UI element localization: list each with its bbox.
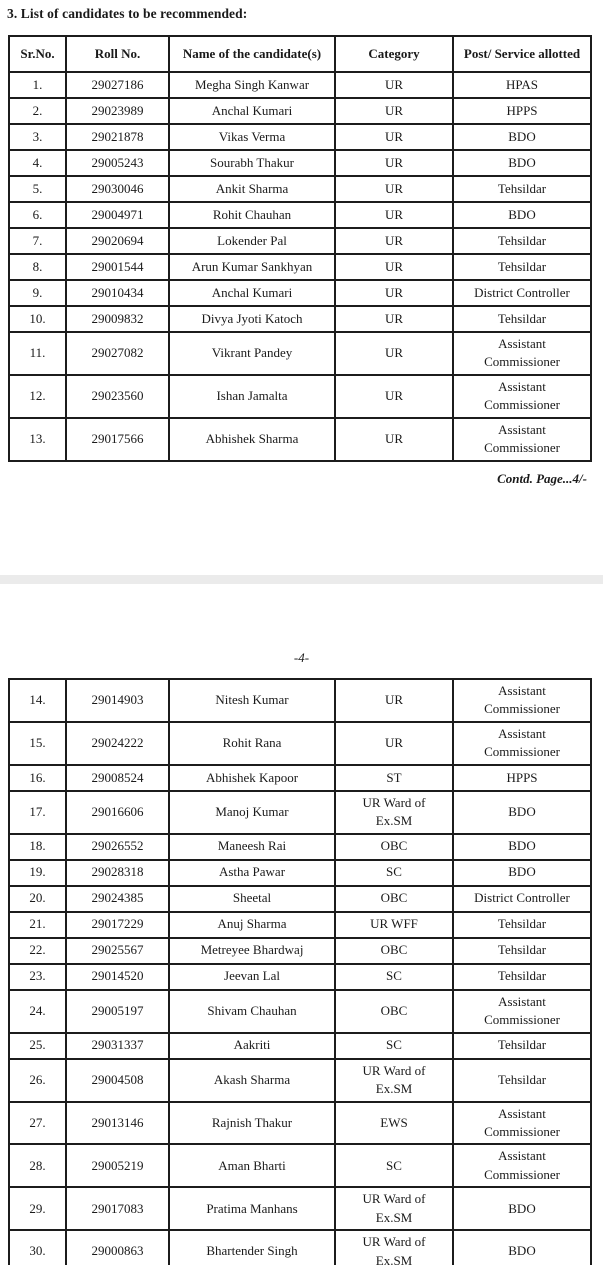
table-row [9,912,591,938]
cell-name: Rohit Rana [169,722,335,765]
cell-roll: 29027082 [66,332,169,375]
cell-post: BDO [453,1230,591,1265]
cell-roll: 29000863 [66,1230,169,1265]
cell-post: Assistant Commissioner [453,679,591,722]
cell-category: OBC [335,886,453,912]
cell-name: Metreyee Bhardwaj [169,938,335,964]
cell-category: UR Ward of Ex.SM [335,1059,453,1102]
cell-roll: 29004971 [66,202,169,228]
page-number: -4- [293,650,310,665]
table-row [9,1033,591,1059]
cell-post: District Controller [453,886,591,912]
table-row [9,1102,591,1145]
table-row [9,280,591,306]
table-body-page1 [9,72,591,461]
cell-sr: 4. [9,150,66,176]
cell-sr: 27. [9,1102,66,1145]
table-row [9,202,591,228]
cell-name: Aman Bharti [169,1144,335,1187]
table-row [9,254,591,280]
cell-sr: 12. [9,375,66,418]
table-row [9,124,591,150]
cell-name: Abhishek Kapoor [169,765,335,791]
cell-category: UR [335,228,453,254]
cell-post: Assistant Commissioner [453,722,591,765]
cell-roll: 29020694 [66,228,169,254]
candidates-table-page1 [8,35,592,462]
cell-sr: 19. [9,860,66,886]
cell-category: UR WFF [335,912,453,938]
cell-name: Jeevan Lal [169,964,335,990]
table-row [9,150,591,176]
cell-post: Tehsildar [453,254,591,280]
cell-sr: 18. [9,834,66,860]
table-row [9,791,591,834]
cell-category: UR [335,306,453,332]
cell-post: BDO [453,834,591,860]
cell-category: UR [335,202,453,228]
cell-sr: 23. [9,964,66,990]
cell-name: Aakriti [169,1033,335,1059]
table-row [9,990,591,1033]
cell-category: SC [335,964,453,990]
cell-category: OBC [335,990,453,1033]
cell-sr: 24. [9,990,66,1033]
cell-post: HPPS [453,765,591,791]
cell-roll: 29023560 [66,375,169,418]
cell-roll: 29024385 [66,886,169,912]
cell-name: Rohit Chauhan [169,202,335,228]
cell-sr: 1. [9,72,66,98]
cell-post: Tehsildar [453,176,591,202]
cell-sr: 20. [9,886,66,912]
cell-sr: 25. [9,1033,66,1059]
cell-post: BDO [453,150,591,176]
cell-sr: 26. [9,1059,66,1102]
cell-post: Tehsildar [453,1033,591,1059]
table-row [9,765,591,791]
cell-post: BDO [453,860,591,886]
cell-name: Anuj Sharma [169,912,335,938]
cell-category: UR [335,280,453,306]
page-break-band [0,575,603,584]
table-row [9,176,591,202]
cell-name: Vikrant Pandey [169,332,335,375]
page-4 [0,584,603,1265]
table-row [9,332,591,375]
table-row [9,938,591,964]
cell-roll: 29008524 [66,765,169,791]
cell-name: Akash Sharma [169,1059,335,1102]
cell-roll: 29010434 [66,280,169,306]
column-header-rollno: Roll No. [66,36,169,72]
cell-sr: 7. [9,228,66,254]
cell-sr: 28. [9,1144,66,1187]
cell-name: Sheetal [169,886,335,912]
table-row [9,1144,591,1187]
cell-sr: 9. [9,280,66,306]
cell-post: Tehsildar [453,964,591,990]
cell-post: BDO [453,124,591,150]
table-row [9,1230,591,1265]
cell-sr: 30. [9,1230,66,1265]
table-header-row [9,36,591,72]
cell-sr: 17. [9,791,66,834]
cell-roll: 29017566 [66,418,169,461]
cell-roll: 29030046 [66,176,169,202]
cell-roll: 29017083 [66,1187,169,1230]
table-body-page2 [9,679,591,1265]
cell-roll: 29017229 [66,912,169,938]
cell-sr: 2. [9,98,66,124]
cell-category: UR [335,72,453,98]
table-row [9,98,591,124]
table-row [9,860,591,886]
cell-category: SC [335,1144,453,1187]
cell-name: Nitesh Kumar [169,679,335,722]
cell-sr: 13. [9,418,66,461]
table-row [9,1059,591,1102]
cell-roll: 29014903 [66,679,169,722]
cell-sr: 6. [9,202,66,228]
cell-category: UR [335,679,453,722]
cell-category: UR [335,722,453,765]
cell-sr: 5. [9,176,66,202]
cell-name: Megha Singh Kanwar [169,72,335,98]
cell-post: BDO [453,791,591,834]
cell-category: EWS [335,1102,453,1145]
cell-post: Assistant Commissioner [453,1144,591,1187]
cell-category: UR [335,332,453,375]
cell-category: UR [335,98,453,124]
table-row [9,306,591,332]
cell-sr: 8. [9,254,66,280]
cell-category: UR [335,176,453,202]
cell-roll: 29009832 [66,306,169,332]
table-row [9,72,591,98]
cell-sr: 10. [9,306,66,332]
cell-category: UR Ward of Ex.SM [335,791,453,834]
cell-roll: 29014520 [66,964,169,990]
column-header-name: Name of the candidate(s) [169,36,335,72]
cell-name: Ishan Jamalta [169,375,335,418]
cell-post: District Controller [453,280,591,306]
cell-roll: 29001544 [66,254,169,280]
table-row [9,964,591,990]
column-header-post: Post/ Service allotted [453,36,591,72]
cell-roll: 29027186 [66,72,169,98]
cell-roll: 29023989 [66,98,169,124]
column-header-srno: Sr.No. [9,36,66,72]
cell-sr: 15. [9,722,66,765]
cell-name: Arun Kumar Sankhyan [169,254,335,280]
cell-post: Assistant Commissioner [453,332,591,375]
cell-sr: 29. [9,1187,66,1230]
cell-name: Ankit Sharma [169,176,335,202]
cell-roll: 29031337 [66,1033,169,1059]
cell-sr: 21. [9,912,66,938]
column-header-category: Category [335,36,453,72]
cell-category: UR [335,124,453,150]
cell-category: OBC [335,834,453,860]
cell-category: SC [335,860,453,886]
cell-name: Rajnish Thakur [169,1102,335,1145]
cell-name: Pratima Manhans [169,1187,335,1230]
cell-post: BDO [453,1187,591,1230]
cell-name: Astha Pawar [169,860,335,886]
cell-post: Tehsildar [453,912,591,938]
cell-post: Tehsildar [453,1059,591,1102]
table-row [9,722,591,765]
cell-roll: 29005219 [66,1144,169,1187]
candidates-table-page2 [8,678,592,1265]
cell-post: Tehsildar [453,306,591,332]
cell-category: SC [335,1033,453,1059]
cell-post: Assistant Commissioner [453,375,591,418]
cell-sr: 16. [9,765,66,791]
cell-name: Divya Jyoti Katoch [169,306,335,332]
cell-roll: 29026552 [66,834,169,860]
cell-name: Maneesh Rai [169,834,335,860]
cell-sr: 11. [9,332,66,375]
cell-category: UR Ward of Ex.SM [335,1187,453,1230]
cell-post: HPPS [453,98,591,124]
cell-post: Assistant Commissioner [453,1102,591,1145]
cell-roll: 29004508 [66,1059,169,1102]
table-row [9,679,591,722]
cell-category: UR [335,418,453,461]
cell-name: Lokender Pal [169,228,335,254]
cell-sr: 22. [9,938,66,964]
cell-roll: 29005197 [66,990,169,1033]
cell-name: Anchal Kumari [169,98,335,124]
cell-roll: 29016606 [66,791,169,834]
cell-name: Manoj Kumar [169,791,335,834]
table-row [9,418,591,461]
cell-category: UR [335,375,453,418]
cell-roll: 29025567 [66,938,169,964]
cell-name: Sourabh Thakur [169,150,335,176]
cell-name: Anchal Kumari [169,280,335,306]
cell-post: Assistant Commissioner [453,990,591,1033]
cell-category: UR [335,150,453,176]
cell-category: ST [335,765,453,791]
cell-sr: 14. [9,679,66,722]
cell-name: Bhartender Singh [169,1230,335,1265]
cell-roll: 29028318 [66,860,169,886]
page-3 [0,0,603,575]
table-row [9,228,591,254]
cell-name: Vikas Verma [169,124,335,150]
cell-post: Tehsildar [453,228,591,254]
table-row [9,1187,591,1230]
cell-post: Tehsildar [453,938,591,964]
cell-post: HPAS [453,72,591,98]
table-row [9,834,591,860]
cell-category: UR [335,254,453,280]
table-row [9,375,591,418]
cell-post: BDO [453,202,591,228]
cell-category: UR Ward of Ex.SM [335,1230,453,1265]
cell-post: Assistant Commissioner [453,418,591,461]
cell-name: Shivam Chauhan [169,990,335,1033]
table-row [9,886,591,912]
continued-note: Contd. Page...4/- [497,470,587,486]
cell-name: Abhishek Sharma [169,418,335,461]
cell-roll: 29013146 [66,1102,169,1145]
cell-roll: 29024222 [66,722,169,765]
cell-roll: 29021878 [66,124,169,150]
page-title: 3. List of candidates to be recommended: [7,6,248,21]
cell-category: OBC [335,938,453,964]
cell-sr: 3. [9,124,66,150]
cell-roll: 29005243 [66,150,169,176]
